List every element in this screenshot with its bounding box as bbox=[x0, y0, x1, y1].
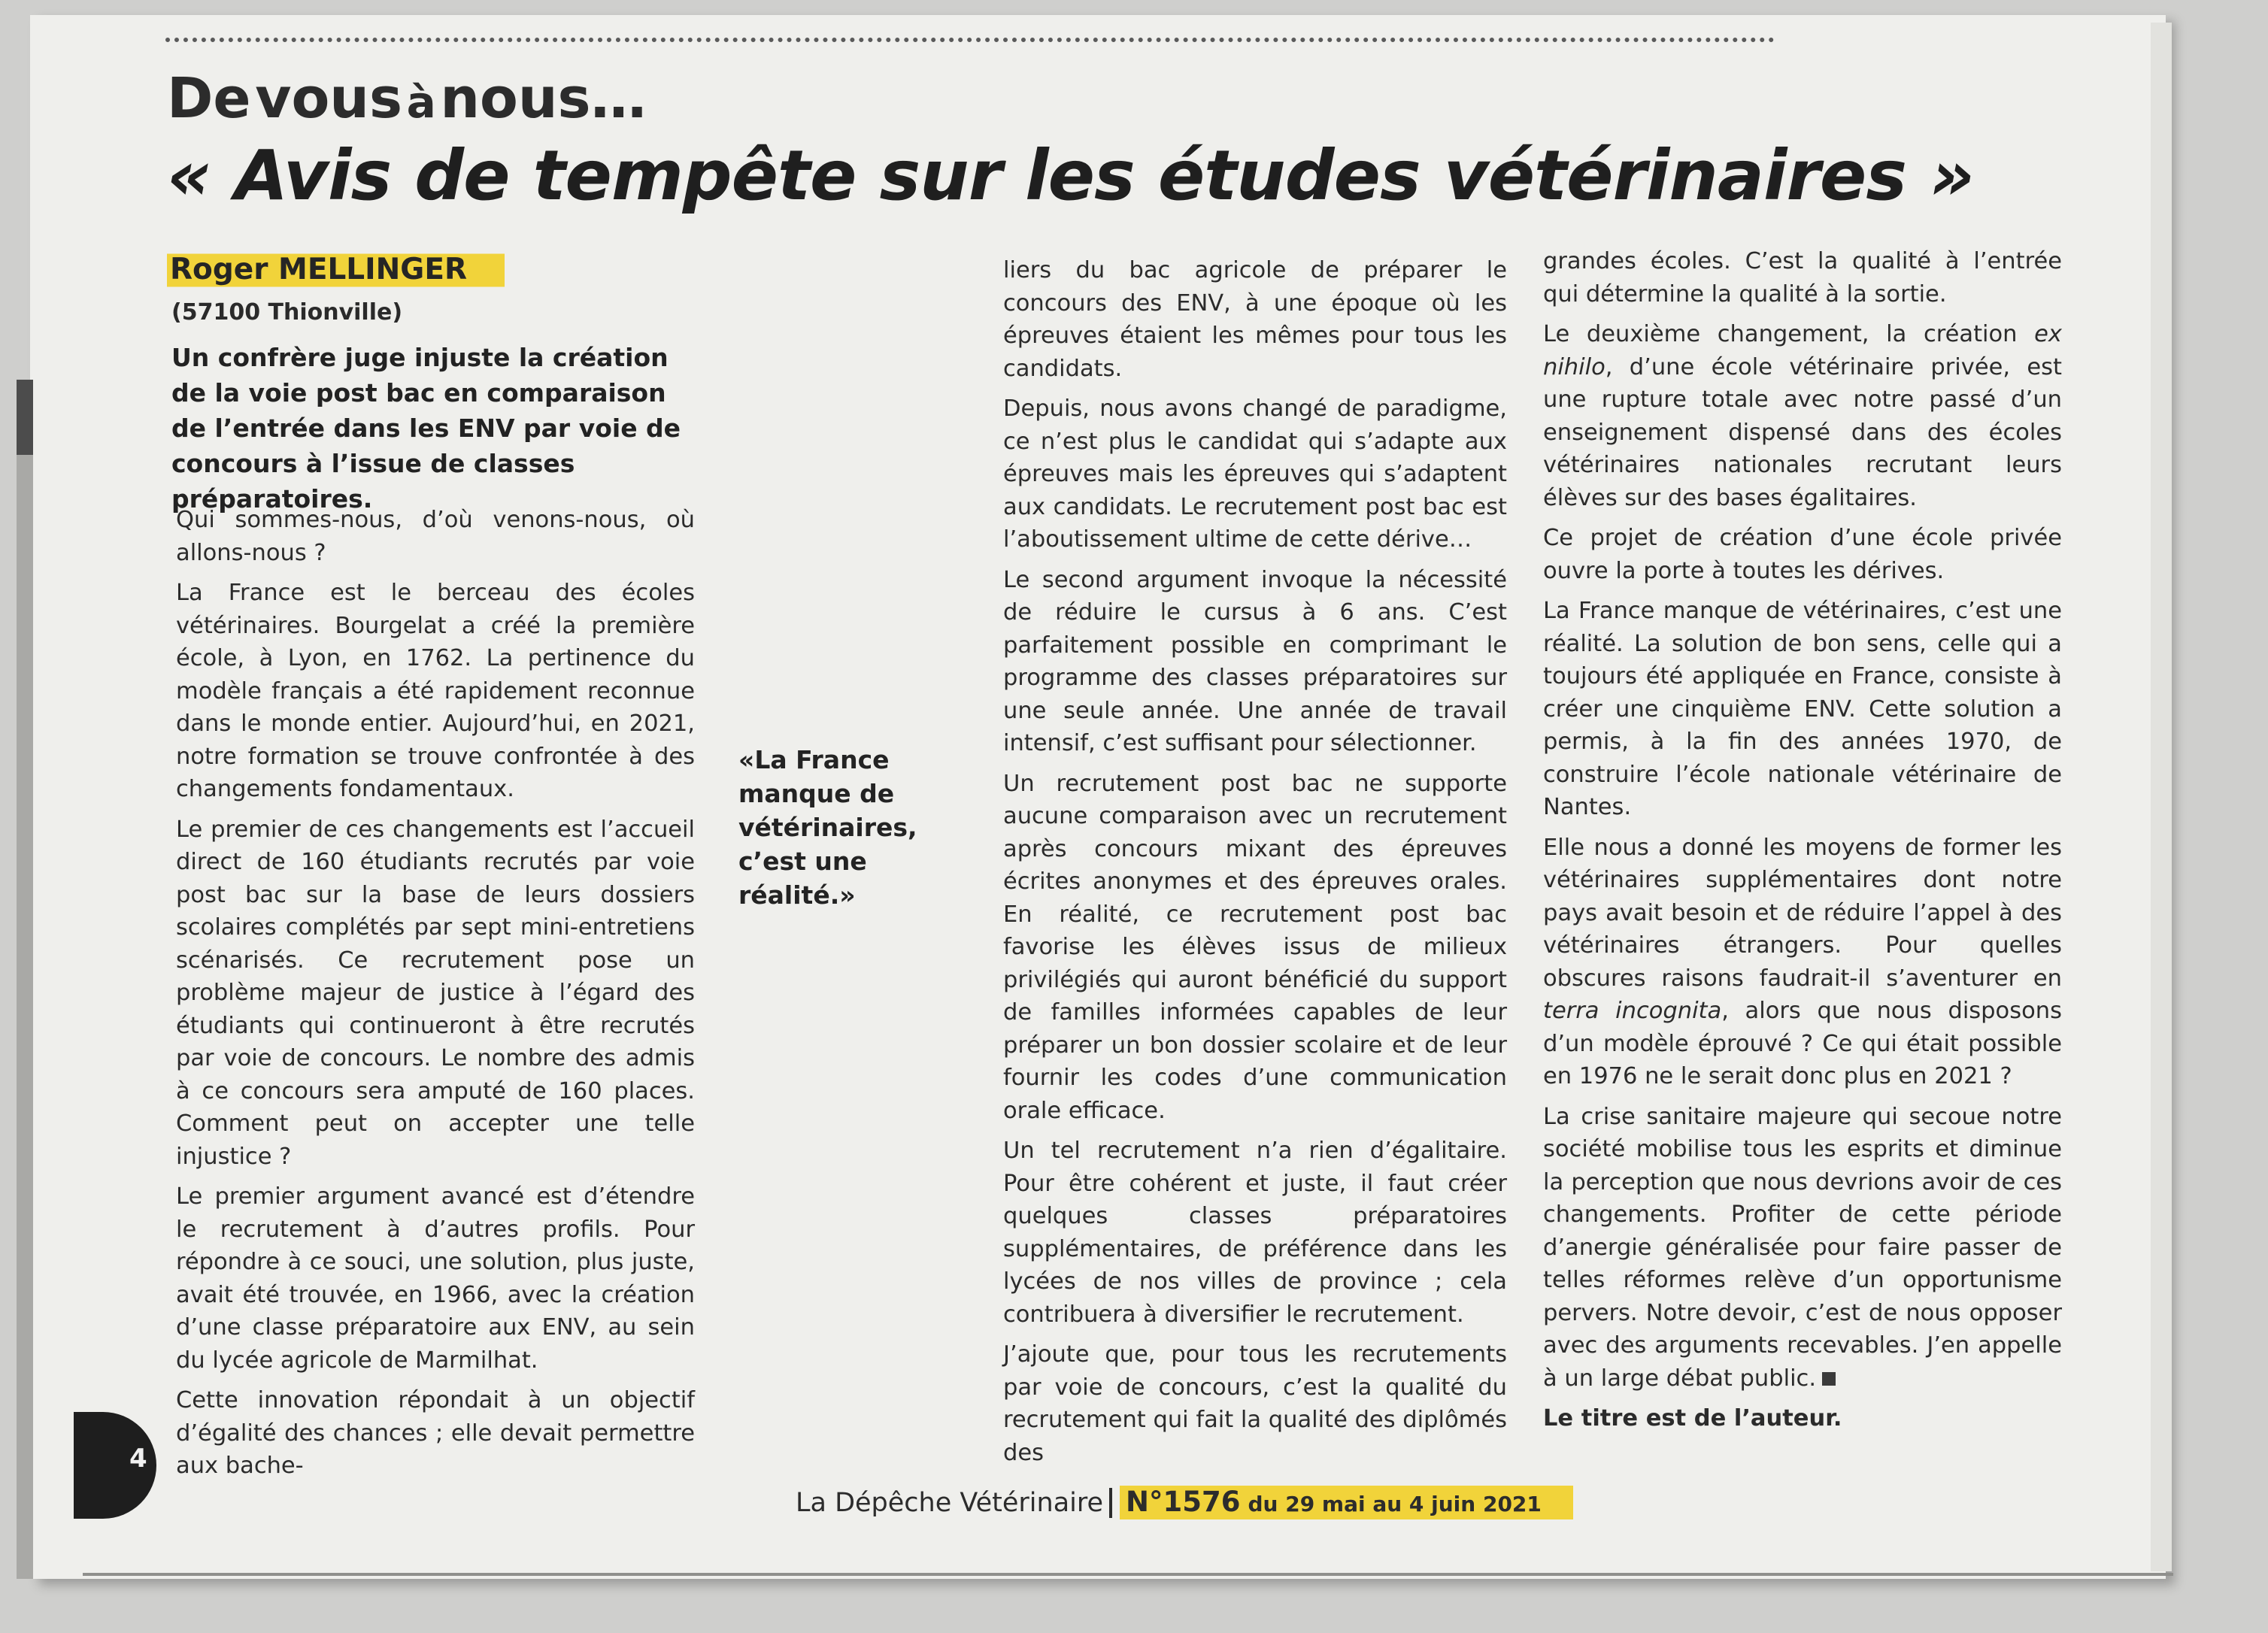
paragraph: J’ajoute que, pour tous les recrutements par voie de concours, c’est la qualité du recrutement qui fait la qualité des diplômés des bbox=[1003, 1341, 1507, 1466]
author-location: (57100 Thionville) bbox=[171, 299, 403, 326]
paragraph bbox=[1543, 832, 2062, 1093]
paragraph: Un recrutement post bac ne supporte aucune comparaison avec un recrutement après concours mixant des épreuves écrites anonymes et des épreuves orales. En réalité, ce recrutement post bac favorise les élèves issus de milieux privilégiés qui auront bénéficié du support de familles informées capables de leur préparer un bon dossier scolaire et de leur fournir les codes d’une communication orale efficace. bbox=[1003, 770, 1507, 1124]
paragraph bbox=[1543, 318, 2062, 514]
author-name: Roger MELLINGER bbox=[167, 250, 505, 291]
publication-name: La Dépêche Vétérinaire bbox=[796, 1487, 1104, 1518]
footer-separator bbox=[1109, 1488, 1112, 1518]
section-kicker bbox=[167, 66, 647, 131]
kicker-word: à bbox=[406, 77, 436, 128]
italic-phrase: terra incognita bbox=[1543, 998, 1722, 1024]
kicker-word: vous bbox=[255, 66, 403, 131]
issue-dates: du 29 mai au 4 juin 2021 bbox=[1248, 1492, 1542, 1516]
paragraph: Depuis, nous avons changé de paradigme, ce n’est plus le candidat qui s’adapte aux épreuves mais les épreuves qui s’adaptent aux candidats. Le recrutement post bac est l’aboutissement ultime de cette dérive… bbox=[1003, 395, 1507, 553]
italic-phrase: ex nihilo bbox=[1543, 321, 2062, 380]
paragraph: Qui sommes-nous, d’où venons-nous, où allons-nous ? bbox=[176, 507, 695, 566]
paragraph bbox=[1543, 1101, 2062, 1395]
text-column-2 bbox=[1003, 254, 1507, 1477]
issue-number: N°1576 bbox=[1126, 1486, 1241, 1518]
paragraph: La France manque de vétérinaires, c’est une réalité. La solution de bon sens, celle qui a toujours été appliquée en France, consiste à créer une cinquième ENV. Cette solution a permis, à la fin des années 1970, de construire l’école nationale vétérinaire de Nantes. bbox=[1543, 598, 2062, 820]
page-bottom-edge bbox=[83, 1573, 2173, 1576]
paragraph-text: Elle nous a donné les moyens de former les vétérinaires supplémentaires dont notre pays avait besoin et de réduire l’appel à des vétérinaires étrangers. Pour quelles obscures raisons faudrait-il s’aventurer en bbox=[1543, 834, 2062, 992]
page-edge bbox=[2151, 23, 2172, 1571]
paragraph: Un tel recrutement n’a rien d’égalitaire. Pour être cohérent et juste, il faut créer quelques classes préparatoires supplémentaires, de préférence dans les lycées de nos villes de province ; cela contribuera à diversifier le recrutement. bbox=[1003, 1138, 1507, 1328]
paragraph: Ce projet de création d’une école privée ouvre la porte à toutes les dérives. bbox=[1543, 525, 2062, 584]
paragraph: La France est le berceau des écoles vétérinaires. Bourgelat a créé la première école, à Lyon, en 1762. La pertinence du modèle français a été rapidement reconnue dans le monde entier. Aujourd’hui, en 2021, notre formation se trouve confrontée à des changements fondamentaux. bbox=[176, 580, 695, 802]
page-footer bbox=[796, 1483, 1573, 1522]
article-standfirst: Un confrère juge injuste la création de la voie post bac en comparaison de l’entrée dans les ENV par voie de concours à l’issue de classes préparatoires. bbox=[171, 343, 681, 514]
paragraph: liers du bac agricole de préparer le concours des ENV, à une époque où les épreuves étaient les mêmes pour tous les candidats. bbox=[1003, 257, 1507, 382]
text-column-1 bbox=[176, 504, 695, 1490]
left-margin-bar bbox=[17, 380, 33, 1579]
paragraph-text: La crise sanitaire majeure qui secoue notre société mobilise tous les esprits et diminue la perception que nous devrions avoir de ces changements. Profiter de cette période d’anergie généralisée pour faire passer de telles réformes relève d’un opportunisme pervers. Notre devoir, c’est de nous opposer avec des arguments recevables. J’en appelle à un large débat public. bbox=[1543, 1103, 2062, 1392]
paragraph-text: Le deuxième changement, la création bbox=[1543, 321, 2035, 347]
paragraph: grandes écoles. C’est la qualité à l’entrée qui détermine la qualité à la sortie. bbox=[1543, 248, 2062, 308]
kicker-word: nous… bbox=[440, 66, 647, 131]
left-margin-bar-accent bbox=[17, 380, 33, 455]
paragraph: Le premier de ces changements est l’accueil direct de 160 étudiants recrutés par voie post bac sur la base de leurs dossiers scolaires complétés par sept mini-entretiens scénarisés. Ce recrutement pose un problème majeur de justice à l’égard des étudiants qui continueront à être recrutés par voie de concours. Le nombre des admis à ce concours sera amputé de 160 places. Comment peut on accepter une telle injustice ? bbox=[176, 816, 695, 1170]
issue-highlight bbox=[1120, 1483, 1573, 1522]
page-number: 4 bbox=[129, 1444, 147, 1474]
text-column-3 bbox=[1543, 245, 2062, 1443]
paragraph-text: , d’une école vétérinaire privée, est une rupture totale avec notre passé d’un enseignement dispensé dans des écoles vétérinaires nationales recrutant leurs élèves sur des bases égalitaires. bbox=[1543, 353, 2062, 511]
top-dotted-rule bbox=[165, 38, 1775, 42]
paragraph: Le second argument invoque la nécessité de réduire le cursus à 6 ans. C’est parfaitement possible en comprimant le programme des classes préparatoires sur une seule année. Une année de travail intensif, c’est suffisant pour sélectionner. bbox=[1003, 566, 1507, 756]
title-note: Le titre est de l’auteur. bbox=[1543, 1405, 1842, 1432]
article-headline: « Avis de tempête sur les études vétérinaires » bbox=[167, 135, 1974, 216]
pull-quote: «La France manque de vétérinaires, c’est une réalité.» bbox=[738, 745, 917, 910]
kicker-word: De bbox=[167, 66, 251, 131]
end-of-article-mark bbox=[1822, 1372, 1836, 1386]
paragraph: Le premier argument avancé est d’étendre le recrutement à d’autres profils. Pour répondre à ce souci, une solution, plus juste, avait été trouvée, en 1966, avec la création d’une classe préparatoire aux ENV, au sein du lycée agricole de Marmilhat. bbox=[176, 1183, 695, 1374]
paragraph: Cette innovation répondait à un objectif d’égalité des chances ; elle devait permettre aux bache- bbox=[176, 1387, 695, 1479]
paragraph-text: , alors que nous disposons d’un modèle éprouvé ? Ce qui était possible en 1976 ne le serait donc plus en 2021 ? bbox=[1543, 998, 2062, 1089]
